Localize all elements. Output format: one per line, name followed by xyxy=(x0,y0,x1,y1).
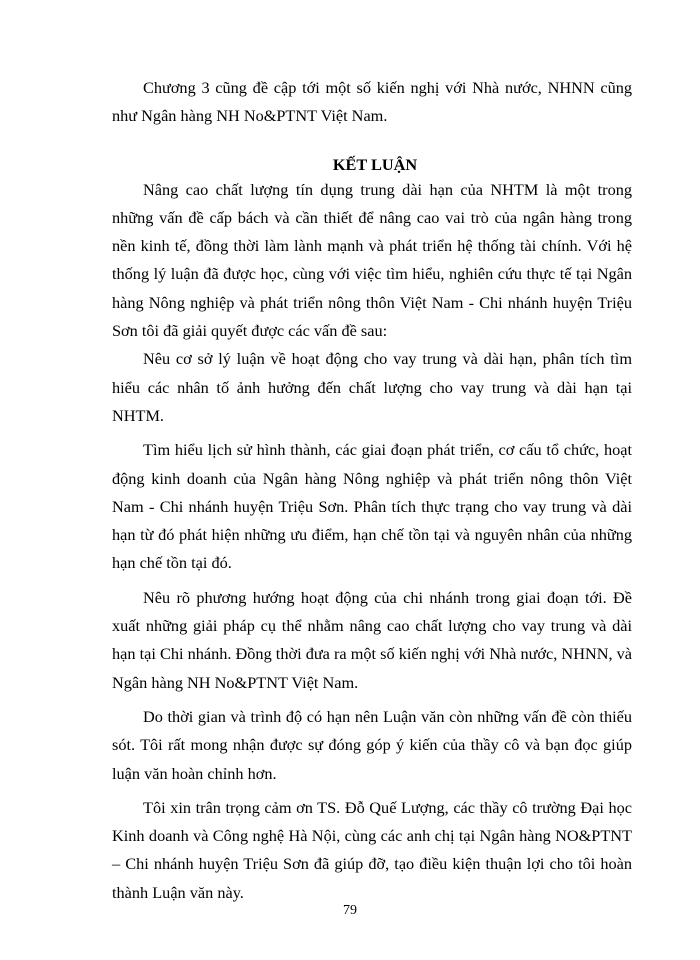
document-page xyxy=(112,74,632,907)
paragraph-6: Tôi xin trân trọng cảm ơn TS. Đỗ Quế Lượng, các thầy cô trường Đại học Kinh doanh và Công nghệ Hà Nội, cùng các anh chị tại Ngân hàng NO&PTNT – Chi nhánh huyện Triệu Sơn đã giúp đỡ, tạo điều kiện thuận lợi cho tôi hoàn thành Luận văn này. xyxy=(112,797,632,902)
paragraph-4: Nêu rõ phương hướng hoạt động của chi nhánh trong giai đoạn tới. Đề xuất những giải pháp cụ thể nhằm nâng cao chất lượng cho vay trung và dài hạn tại Chi nhánh. Đồng thời đưa ra một số kiến nghị với Nhà nước, NHNN, và Ngân hàng NH No&PTNT Việt Nam. xyxy=(112,587,632,692)
paragraph-1: Nâng cao chất lượng tín dụng trung dài hạn của NHTM là một trong những vấn đề cấp bách và cần thiết để nâng cao vai trò của ngân hàng trong nền kinh tế, đồng thời làm lành mạnh và phát triển hệ thống tài chính. Với hệ thống lý luận đã được học, cùng với việc tìm hiểu, nghiên cứu thực tế tại Ngân hàng Nông nghiệp và phát triển nông thôn Việt Nam - Chi nhánh huyện Triệu Sơn tôi đã giải quyết được các vấn đề sau: xyxy=(112,179,632,341)
page-number: 79 xyxy=(343,903,357,918)
paragraph-5: Do thời gian và trình độ có hạn nên Luận văn còn những vấn đề còn thiếu sót. Tôi rất mong nhận được sự đóng góp ý kiến của thầy cô và bạn đọc giúp luận văn hoàn chỉnh hơn. xyxy=(112,706,632,783)
conclusion-heading: KẾT LUẬN xyxy=(332,154,418,174)
paragraph-3: Tìm hiểu lịch sử hình thành, các giai đoạn phát triển, cơ cấu tổ chức, hoạt động kinh doanh của Ngân hàng Nông nghiệp và phát triển nông thôn Việt Nam - Chi nhánh huyện Triệu Sơn. Phân tích thực trạng cho vay trung và dài hạn từ đó phát hiện những ưu điểm, hạn chế tồn tại và nguyên nhân của những hạn chế tồn tại đó. xyxy=(112,440,632,573)
paragraph-2: Nêu cơ sở lý luận về hoạt động cho vay trung và dài hạn, phân tích tìm hiểu các nhân tố ảnh hưởng đến chất lượng cho vay trung và dài hạn tại NHTM. xyxy=(112,349,632,425)
intro-paragraph: Chương 3 cũng đề cập tới một số kiến nghị với Nhà nước, NHNN cũng như Ngân hàng NH No&PTNT Việt Nam. xyxy=(112,78,632,126)
